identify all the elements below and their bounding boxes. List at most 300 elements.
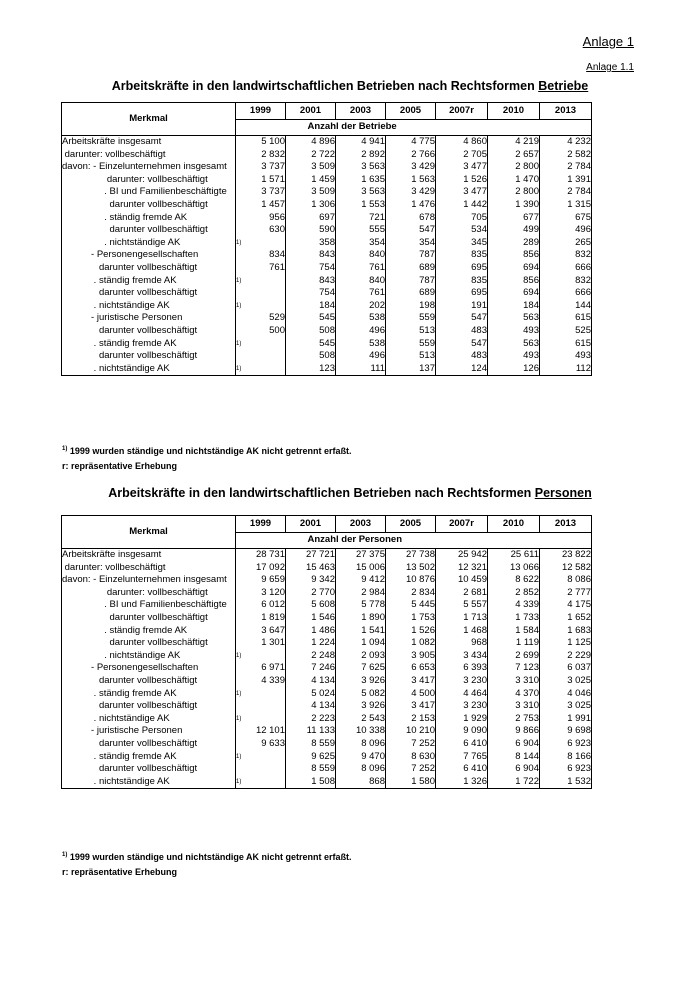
table2-title-main: Arbeitskräfte in den landwirtschaftlichen Betrieben nach Rechtsformen <box>108 486 535 500</box>
table-cell: 191 <box>436 300 488 313</box>
table-cell: 5 100 <box>236 136 286 149</box>
table-row <box>62 751 592 764</box>
table-cell: 1) <box>236 688 286 701</box>
table-cell: 3 025 <box>540 675 592 688</box>
table-cell: 9 698 <box>540 725 592 738</box>
table-cell: 856 <box>488 275 540 288</box>
table-cell: 840 <box>336 275 386 288</box>
table-cell: 1 890 <box>336 612 386 625</box>
table-row <box>62 587 592 600</box>
table-cell: 12 321 <box>436 562 488 575</box>
merkmal-header: Merkmal <box>62 516 236 549</box>
table-row <box>62 549 592 562</box>
table-cell: 513 <box>386 325 436 338</box>
table-cell: 137 <box>386 363 436 376</box>
table-cell: 6 904 <box>488 763 540 776</box>
table-row <box>62 650 592 663</box>
table-cell: 15 463 <box>286 562 336 575</box>
table-cell: 9 659 <box>236 574 286 587</box>
table-cell: 3 563 <box>336 186 386 199</box>
table-cell: 3 417 <box>386 675 436 688</box>
table-cell: 761 <box>336 287 386 300</box>
table-row <box>62 612 592 625</box>
table-cell: 4 896 <box>286 136 336 149</box>
table-cell <box>236 287 286 300</box>
table-cell: 9 633 <box>236 738 286 751</box>
table-cell: 787 <box>386 275 436 288</box>
table-cell: 2 699 <box>488 650 540 663</box>
table-cell: 677 <box>488 212 540 225</box>
table-cell: 15 006 <box>336 562 386 575</box>
table-row <box>62 738 592 751</box>
table-cell: 2 832 <box>236 149 286 162</box>
table-betriebe <box>61 102 592 376</box>
table-cell: 7 252 <box>386 738 436 751</box>
table-cell: 9 470 <box>336 751 386 764</box>
table-cell: 2 777 <box>540 587 592 600</box>
table-row <box>62 574 592 587</box>
table-cell: 3 310 <box>488 700 540 713</box>
table-row <box>62 136 592 149</box>
table-cell: 27 738 <box>386 549 436 562</box>
table-cell: 1 391 <box>540 174 592 187</box>
row-label: . nichtständige AK <box>62 300 236 313</box>
table-cell: 968 <box>436 637 488 650</box>
table-cell: 1) <box>236 300 286 313</box>
year-header: 2001 <box>286 103 336 120</box>
footnote-marker: 1) <box>62 446 68 452</box>
table-cell: 1 390 <box>488 199 540 212</box>
table-cell: 1 301 <box>236 637 286 650</box>
table-cell: 12 582 <box>540 562 592 575</box>
table-cell: 666 <box>540 287 592 300</box>
table-cell: 4 941 <box>336 136 386 149</box>
table-cell: 1 470 <box>488 174 540 187</box>
table-cell: 4 339 <box>236 675 286 688</box>
table-cell: 5 082 <box>336 688 386 701</box>
row-label: . ständig fremde AK <box>62 688 236 701</box>
table-cell: 8 630 <box>386 751 436 764</box>
table-cell: 1 526 <box>386 625 436 638</box>
table-cell: 1 125 <box>540 637 592 650</box>
table-row <box>62 776 592 789</box>
table-cell: 1 532 <box>540 776 592 789</box>
table-cell: 1 563 <box>386 174 436 187</box>
table-cell: 10 876 <box>386 574 436 587</box>
table-cell: 2 093 <box>336 650 386 663</box>
table-row <box>62 325 592 338</box>
table-cell <box>236 350 286 363</box>
table-cell: 9 342 <box>286 574 336 587</box>
table-row <box>62 199 592 212</box>
table-cell: 1 526 <box>436 174 488 187</box>
table2-subheader: Anzahl der Personen <box>286 533 592 549</box>
row-label: darunter vollbeschäftigt <box>62 350 236 363</box>
table-cell: 2 892 <box>336 149 386 162</box>
table-cell: 590 <box>286 224 336 237</box>
table-row <box>62 637 592 650</box>
table-cell: 1 929 <box>436 713 488 726</box>
table1-title-underlined: Betriebe <box>538 79 589 93</box>
table-row <box>62 713 592 726</box>
table-cell: 6 393 <box>436 662 488 675</box>
table-cell: 198 <box>386 300 436 313</box>
table-cell: 675 <box>540 212 592 225</box>
table-cell: 754 <box>286 262 336 275</box>
table-cell: 508 <box>286 350 336 363</box>
row-label: darunter vollbeschäftigt <box>62 224 236 237</box>
table-cell: 4 464 <box>436 688 488 701</box>
table-cell: 1 541 <box>336 625 386 638</box>
table-cell: 499 <box>488 224 540 237</box>
table-cell: 1 553 <box>336 199 386 212</box>
table-cell: 5 445 <box>386 599 436 612</box>
table-cell: 3 509 <box>286 161 336 174</box>
table-cell: 525 <box>540 325 592 338</box>
table-cell: 840 <box>336 249 386 262</box>
table-row <box>62 224 592 237</box>
row-label: . ständig fremde AK <box>62 625 236 638</box>
table-row <box>62 350 592 363</box>
table-cell: 545 <box>286 312 336 325</box>
table-cell: 1 819 <box>236 612 286 625</box>
table-cell: 1) <box>236 751 286 764</box>
table-cell: 4 232 <box>540 136 592 149</box>
table-cell: 8 096 <box>336 763 386 776</box>
row-label: davon: - Einzelunternehmen insgesamt <box>62 574 236 587</box>
table-cell: 1 094 <box>336 637 386 650</box>
year-header: 1999 <box>236 103 286 120</box>
table-cell: 2 153 <box>386 713 436 726</box>
table-cell: 843 <box>286 249 336 262</box>
table-cell: 6 653 <box>386 662 436 675</box>
table-cell: 144 <box>540 300 592 313</box>
table-cell: 761 <box>336 262 386 275</box>
table-cell: 493 <box>488 350 540 363</box>
table-cell: 289 <box>488 237 540 250</box>
table-cell: 7 246 <box>286 662 336 675</box>
year-header: 2010 <box>488 516 540 533</box>
row-label: darunter vollbeschäftigt <box>62 612 236 625</box>
table-cell: 5 024 <box>286 688 336 701</box>
table-cell: 8 622 <box>488 574 540 587</box>
table-row <box>62 161 592 174</box>
table-cell: 2 705 <box>436 149 488 162</box>
table-cell: 184 <box>286 300 336 313</box>
year-header: 2010 <box>488 103 540 120</box>
table-cell: 1) <box>236 275 286 288</box>
table-cell: 500 <box>236 325 286 338</box>
table-cell: 1 306 <box>286 199 336 212</box>
table-cell: 6 410 <box>436 738 488 751</box>
table-cell: 6 037 <box>540 662 592 675</box>
table-cell: 1 119 <box>488 637 540 650</box>
table-cell: 345 <box>436 237 488 250</box>
table-cell: 761 <box>236 262 286 275</box>
table-cell: 1 652 <box>540 612 592 625</box>
table-cell: 615 <box>540 312 592 325</box>
row-label: darunter vollbeschäftigt <box>62 325 236 338</box>
table-cell: 3 429 <box>386 186 436 199</box>
table2-title-underlined: Personen <box>534 486 592 500</box>
table-cell <box>236 763 286 776</box>
table-cell: 787 <box>386 249 436 262</box>
table-cell: 493 <box>488 325 540 338</box>
table-cell: 2 800 <box>488 161 540 174</box>
row-label: darunter vollbeschäftigt <box>62 675 236 688</box>
table-cell: 555 <box>336 224 386 237</box>
table-cell: 2 852 <box>488 587 540 600</box>
table-cell: 3 563 <box>336 161 386 174</box>
table-row <box>62 186 592 199</box>
table-cell: 3 120 <box>236 587 286 600</box>
row-label: darunter: vollbeschäftigt <box>62 587 236 600</box>
table-cell: 17 092 <box>236 562 286 575</box>
table-cell: 112 <box>540 363 592 376</box>
table-cell: 1 571 <box>236 174 286 187</box>
table-cell: 5 608 <box>286 599 336 612</box>
footnote-1 <box>62 852 352 862</box>
table-cell: 2 582 <box>540 149 592 162</box>
table-cell: 1 546 <box>286 612 336 625</box>
table-cell: 697 <box>286 212 336 225</box>
row-label: darunter vollbeschäftigt <box>62 700 236 713</box>
table-cell: 4 046 <box>540 688 592 701</box>
row-label: . nichtständige AK <box>62 650 236 663</box>
table-row <box>62 763 592 776</box>
row-label: darunter vollbeschäftigt <box>62 287 236 300</box>
row-label: . ständig fremde AK <box>62 751 236 764</box>
footnote-r: r: repräsentative Erhebung <box>62 867 178 877</box>
table-cell: 496 <box>540 224 592 237</box>
table-cell: 1 722 <box>488 776 540 789</box>
table-cell: 23 822 <box>540 549 592 562</box>
table-cell: 547 <box>436 338 488 351</box>
table-cell: 666 <box>540 262 592 275</box>
table-cell: 559 <box>386 338 436 351</box>
table-row <box>62 363 592 376</box>
table-cell: 2 229 <box>540 650 592 663</box>
table-cell: 1) <box>236 776 286 789</box>
table-cell: 1 486 <box>286 625 336 638</box>
table-cell: 868 <box>336 776 386 789</box>
table-cell: 10 338 <box>336 725 386 738</box>
table-cell: 358 <box>286 237 336 250</box>
row-label: darunter: vollbeschäftigt <box>62 149 236 162</box>
table-cell: 7 625 <box>336 662 386 675</box>
table-cell: 754 <box>286 287 336 300</box>
table-cell: 126 <box>488 363 540 376</box>
table-cell: 2 753 <box>488 713 540 726</box>
table-cell: 1 584 <box>488 625 540 638</box>
table-cell: 10 210 <box>386 725 436 738</box>
table-cell: 615 <box>540 338 592 351</box>
row-label: - Personengesellschaften <box>62 662 236 675</box>
table-cell: 10 459 <box>436 574 488 587</box>
table-cell: 529 <box>236 312 286 325</box>
table-cell: 1 082 <box>386 637 436 650</box>
row-label: darunter vollbeschäftigt <box>62 199 236 212</box>
table-cell: 3 477 <box>436 161 488 174</box>
table-cell: 7 123 <box>488 662 540 675</box>
table-cell: 3 926 <box>336 675 386 688</box>
footnote-text: 1999 wurden ständige und nichtständige AK nicht getrennt erfaßt. <box>69 852 352 862</box>
row-label: davon: - Einzelunternehmen insgesamt <box>62 161 236 174</box>
table-cell: 832 <box>540 249 592 262</box>
table-cell: 6 923 <box>540 738 592 751</box>
table-cell: 9 412 <box>336 574 386 587</box>
table-cell: 4 175 <box>540 599 592 612</box>
table-cell: 1) <box>236 713 286 726</box>
table-cell: 4 219 <box>488 136 540 149</box>
table-cell: 28 731 <box>236 549 286 562</box>
row-label: darunter vollbeschäftigt <box>62 738 236 751</box>
table-cell: 1 635 <box>336 174 386 187</box>
table-cell: 483 <box>436 325 488 338</box>
table-row <box>62 149 592 162</box>
table-cell: 695 <box>436 262 488 275</box>
table-row <box>62 262 592 275</box>
table-cell: 2 766 <box>386 149 436 162</box>
table-row <box>62 300 592 313</box>
table-cell: 563 <box>488 312 540 325</box>
table-cell: 5 557 <box>436 599 488 612</box>
year-header: 2005 <box>386 103 436 120</box>
table-cell: 123 <box>286 363 336 376</box>
row-label: . BI und Familienbeschäftigte <box>62 186 236 199</box>
table-cell: 493 <box>540 350 592 363</box>
year-header: 2013 <box>540 516 592 533</box>
footnote-marker: 1) <box>62 852 68 858</box>
table-cell: 538 <box>336 338 386 351</box>
table-cell: 483 <box>436 350 488 363</box>
table-cell: 8 096 <box>336 738 386 751</box>
row-label: . ständig fremde AK <box>62 212 236 225</box>
table-cell: 1 459 <box>286 174 336 187</box>
table-cell: 3 025 <box>540 700 592 713</box>
table-row <box>62 725 592 738</box>
table-cell: 354 <box>336 237 386 250</box>
table-cell: 2 800 <box>488 186 540 199</box>
table-cell: 1 326 <box>436 776 488 789</box>
table-cell: 124 <box>436 363 488 376</box>
row-label: darunter: vollbeschäftigt <box>62 174 236 187</box>
table-row <box>62 338 592 351</box>
table-cell: 1 683 <box>540 625 592 638</box>
table-cell: 6 971 <box>236 662 286 675</box>
table-cell: 496 <box>336 350 386 363</box>
row-label: . nichtständige AK <box>62 237 236 250</box>
table-cell: 4 370 <box>488 688 540 701</box>
table-personen <box>61 515 592 789</box>
table-cell: 547 <box>436 312 488 325</box>
table-cell: 25 942 <box>436 549 488 562</box>
table-cell: 3 310 <box>488 675 540 688</box>
row-label: - juristische Personen <box>62 725 236 738</box>
table-cell: 3 647 <box>236 625 286 638</box>
table-cell: 547 <box>386 224 436 237</box>
table-cell: 513 <box>386 350 436 363</box>
table-cell: 3 737 <box>236 186 286 199</box>
table-cell: 6 923 <box>540 763 592 776</box>
merkmal-header: Merkmal <box>62 103 236 136</box>
year-header: 2001 <box>286 516 336 533</box>
table-cell: 3 230 <box>436 700 488 713</box>
table-cell: 4 775 <box>386 136 436 149</box>
table-cell: 534 <box>436 224 488 237</box>
table-cell: 545 <box>286 338 336 351</box>
table-row <box>62 688 592 701</box>
table-cell: 496 <box>336 325 386 338</box>
table-cell: 1 224 <box>286 637 336 650</box>
table-cell: 3 905 <box>386 650 436 663</box>
table-cell: 721 <box>336 212 386 225</box>
table-cell: 563 <box>488 338 540 351</box>
table-cell: 4 860 <box>436 136 488 149</box>
table-cell: 694 <box>488 287 540 300</box>
table-cell: 694 <box>488 262 540 275</box>
table-cell: 2 784 <box>540 186 592 199</box>
table-cell: 1 508 <box>286 776 336 789</box>
year-header: 2013 <box>540 103 592 120</box>
table-cell: 3 230 <box>436 675 488 688</box>
year-header: 2003 <box>336 103 386 120</box>
table-row <box>62 662 592 675</box>
table-cell: 4 500 <box>386 688 436 701</box>
table-cell: 3 737 <box>236 161 286 174</box>
table-cell: 705 <box>436 212 488 225</box>
table-cell: 6 904 <box>488 738 540 751</box>
table-cell: 2 681 <box>436 587 488 600</box>
table-cell: 202 <box>336 300 386 313</box>
table-cell: 2 784 <box>540 161 592 174</box>
row-label: darunter vollbeschäftigt <box>62 763 236 776</box>
table-row <box>62 287 592 300</box>
table1-subheader: Anzahl der Betriebe <box>286 120 592 136</box>
table-cell: 559 <box>386 312 436 325</box>
table-cell: 1 457 <box>236 199 286 212</box>
table-cell: 835 <box>436 275 488 288</box>
table-cell: 832 <box>540 275 592 288</box>
table-cell: 1 468 <box>436 625 488 638</box>
footnote-text: 1999 wurden ständige und nichtständige AK nicht getrennt erfaßt. <box>69 446 352 456</box>
table-cell: 689 <box>386 262 436 275</box>
row-label: Arbeitskräfte insgesamt <box>62 136 236 149</box>
table-cell: 678 <box>386 212 436 225</box>
table-cell: 2 722 <box>286 149 336 162</box>
table2-title <box>0 486 700 500</box>
table-cell: 3 429 <box>386 161 436 174</box>
row-label: . ständig fremde AK <box>62 338 236 351</box>
table-cell: 2 834 <box>386 587 436 600</box>
year-header: 2007r <box>436 103 488 120</box>
table-cell: 1) <box>236 237 286 250</box>
table-cell: 2 223 <box>286 713 336 726</box>
row-label: . ständig fremde AK <box>62 275 236 288</box>
row-label: Arbeitskräfte insgesamt <box>62 549 236 562</box>
table-row <box>62 700 592 713</box>
table-cell: 835 <box>436 249 488 262</box>
table-row <box>62 212 592 225</box>
table-cell: 5 778 <box>336 599 386 612</box>
table-cell: 9 625 <box>286 751 336 764</box>
anlage-sub-label: Anlage 1.1 <box>586 62 634 73</box>
table-cell: 1 733 <box>488 612 540 625</box>
table-cell: 843 <box>286 275 336 288</box>
row-label: darunter vollbeschäftigt <box>62 262 236 275</box>
table-cell: 695 <box>436 287 488 300</box>
table-cell: 8 086 <box>540 574 592 587</box>
